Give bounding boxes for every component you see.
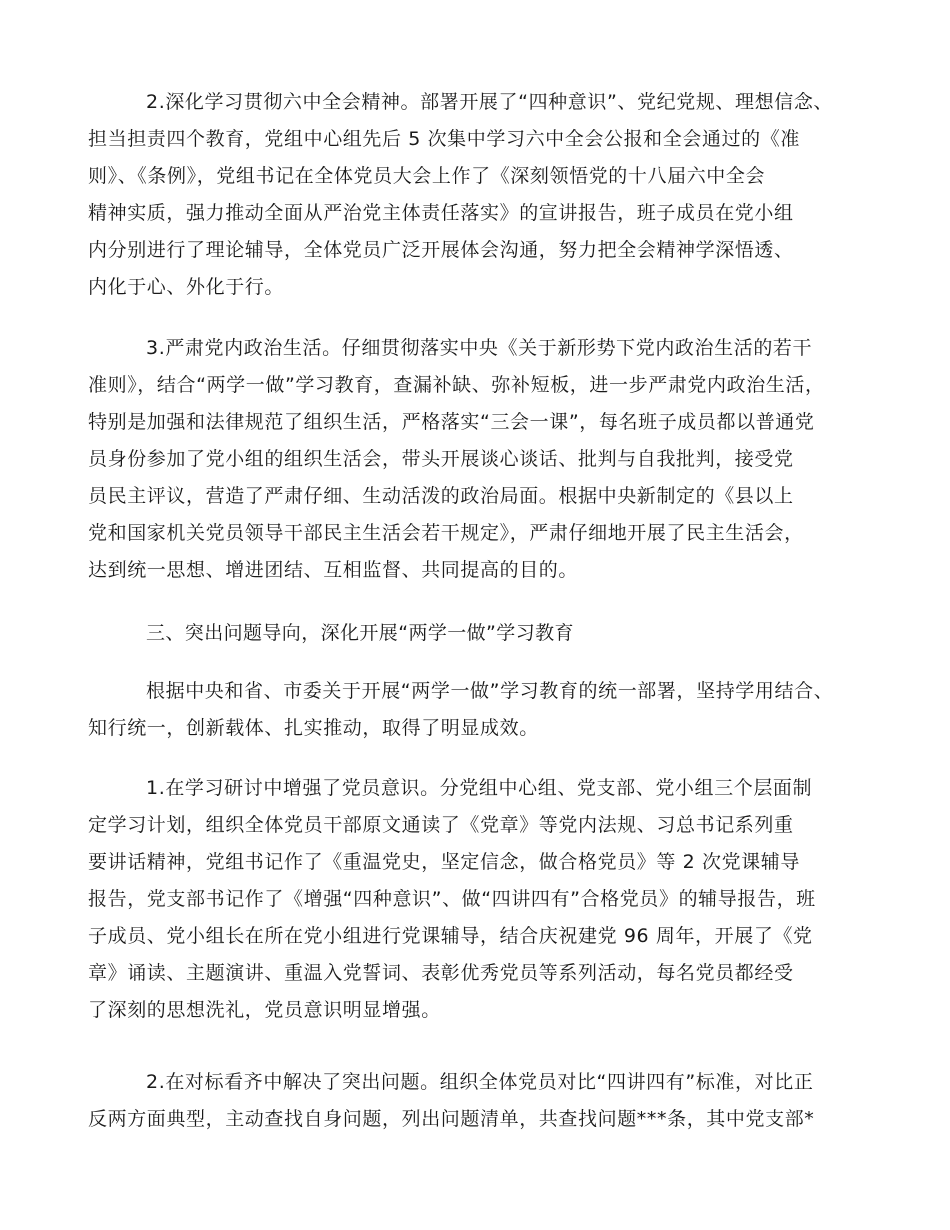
text-line: 担当担责四个教育，党组中心组先后 5 次集中学习六中全会公报和全会通过的《准 xyxy=(88,128,800,150)
text-line: 3.严肃党内政治生活。仔细贯彻落实中央《关于新形势下党内政治生活的若干 xyxy=(146,337,813,359)
text-line: 要讲话精神，党组书记作了《重温党史，坚定信念，做合格党员》等 2 次党课辅导 xyxy=(88,851,800,873)
text-line: 达到统一思想、增进团结、互相监督、共同提高的目的。 xyxy=(88,559,579,581)
text-line: 报告，党支部书记作了《增强“四种意识”、做“四讲四有”合格党员》的辅导报告，班 xyxy=(88,888,816,910)
text-line: 2.深化学习贯彻六中全会精神。部署开展了“四种意识”、党纪党规、理想信念、 xyxy=(146,91,834,113)
text-line: 反两方面典型，主动查找自身问题，列出问题清单，共查找问题***条，其中党支部* xyxy=(88,1108,815,1130)
text-line: 则》、《条例》，党组书记在全体党员大会上作了《深刻领悟党的十八届六中全会 xyxy=(88,165,766,187)
text-line: 1.在学习研讨中增强了党员意识。分党组中心组、党支部、党小组三个层面制 xyxy=(146,777,813,799)
text-line: 了深刻的思想洗礼，党员意识明显增强。 xyxy=(88,999,441,1021)
text-line: 精神实质，强力推动全面从严治党主体责任落实》的宣讲报告，班子成员在党小组 xyxy=(88,202,794,224)
section-heading xyxy=(88,615,868,652)
text-line: 内化于心、外化于行。 xyxy=(88,276,285,298)
text-line: 员民主评议，营造了严肃仔细、生动活泼的政治局面。根据中央新制定的《县以上 xyxy=(88,485,794,507)
text-line: 准则》，结合“两学一做”学习教育，查漏补缺、弥补短板，进一步严肃党内政治生活， xyxy=(88,374,825,396)
heading-text: 三、突出问题导向，深化开展“两学一做”学习教育 xyxy=(146,622,574,644)
text-line: 2.在对标看齐中解决了突出问题。组织全体党员对比“四讲四有”标准，对比正 xyxy=(146,1071,814,1093)
text-line: 员身份参加了党小组的组织生活会，带头开展谈心谈话、批判与自我批判，接受党 xyxy=(88,448,794,470)
paragraph-study-sixth-plenum xyxy=(88,84,868,306)
text-line: 定学习计划，组织全体党员干部原文通读了《党章》等党内法规、习总书记系列重 xyxy=(88,814,794,836)
paragraph-benchmarking xyxy=(88,1064,868,1138)
text-line: 党和国家机关党员领导干部民主生活会若干规定》，严肃仔细地开展了民主生活会， xyxy=(88,522,804,544)
text-line: 子成员、党小组长在所在党小组进行党课辅导，结合庆祝建党 96 周年，开展了《党 xyxy=(88,925,813,947)
text-line: 内分别进行了理论辅导，全体党员广泛开展体会沟通，努力把全会精神学深悟透、 xyxy=(88,239,794,261)
paragraph-political-life xyxy=(88,330,868,589)
paragraph-deployment xyxy=(88,673,868,747)
text-line: 特别是加强和法律规范了组织生活，严格落实“三会一课”，每名班子成员都以普通党 xyxy=(88,411,815,433)
text-line: 根据中央和省、市委关于开展“两学一做”学习教育的统一部署，坚持学用结合、 xyxy=(146,680,834,702)
text-line: 知行统一，创新载体、扎实推动，取得了明显成效。 xyxy=(88,717,539,739)
text-line: 章》诵读、主题演讲、重温入党誓词、表彰优秀党员等系列活动，每名党员都经受 xyxy=(88,962,794,984)
paragraph-party-awareness xyxy=(88,770,868,1029)
